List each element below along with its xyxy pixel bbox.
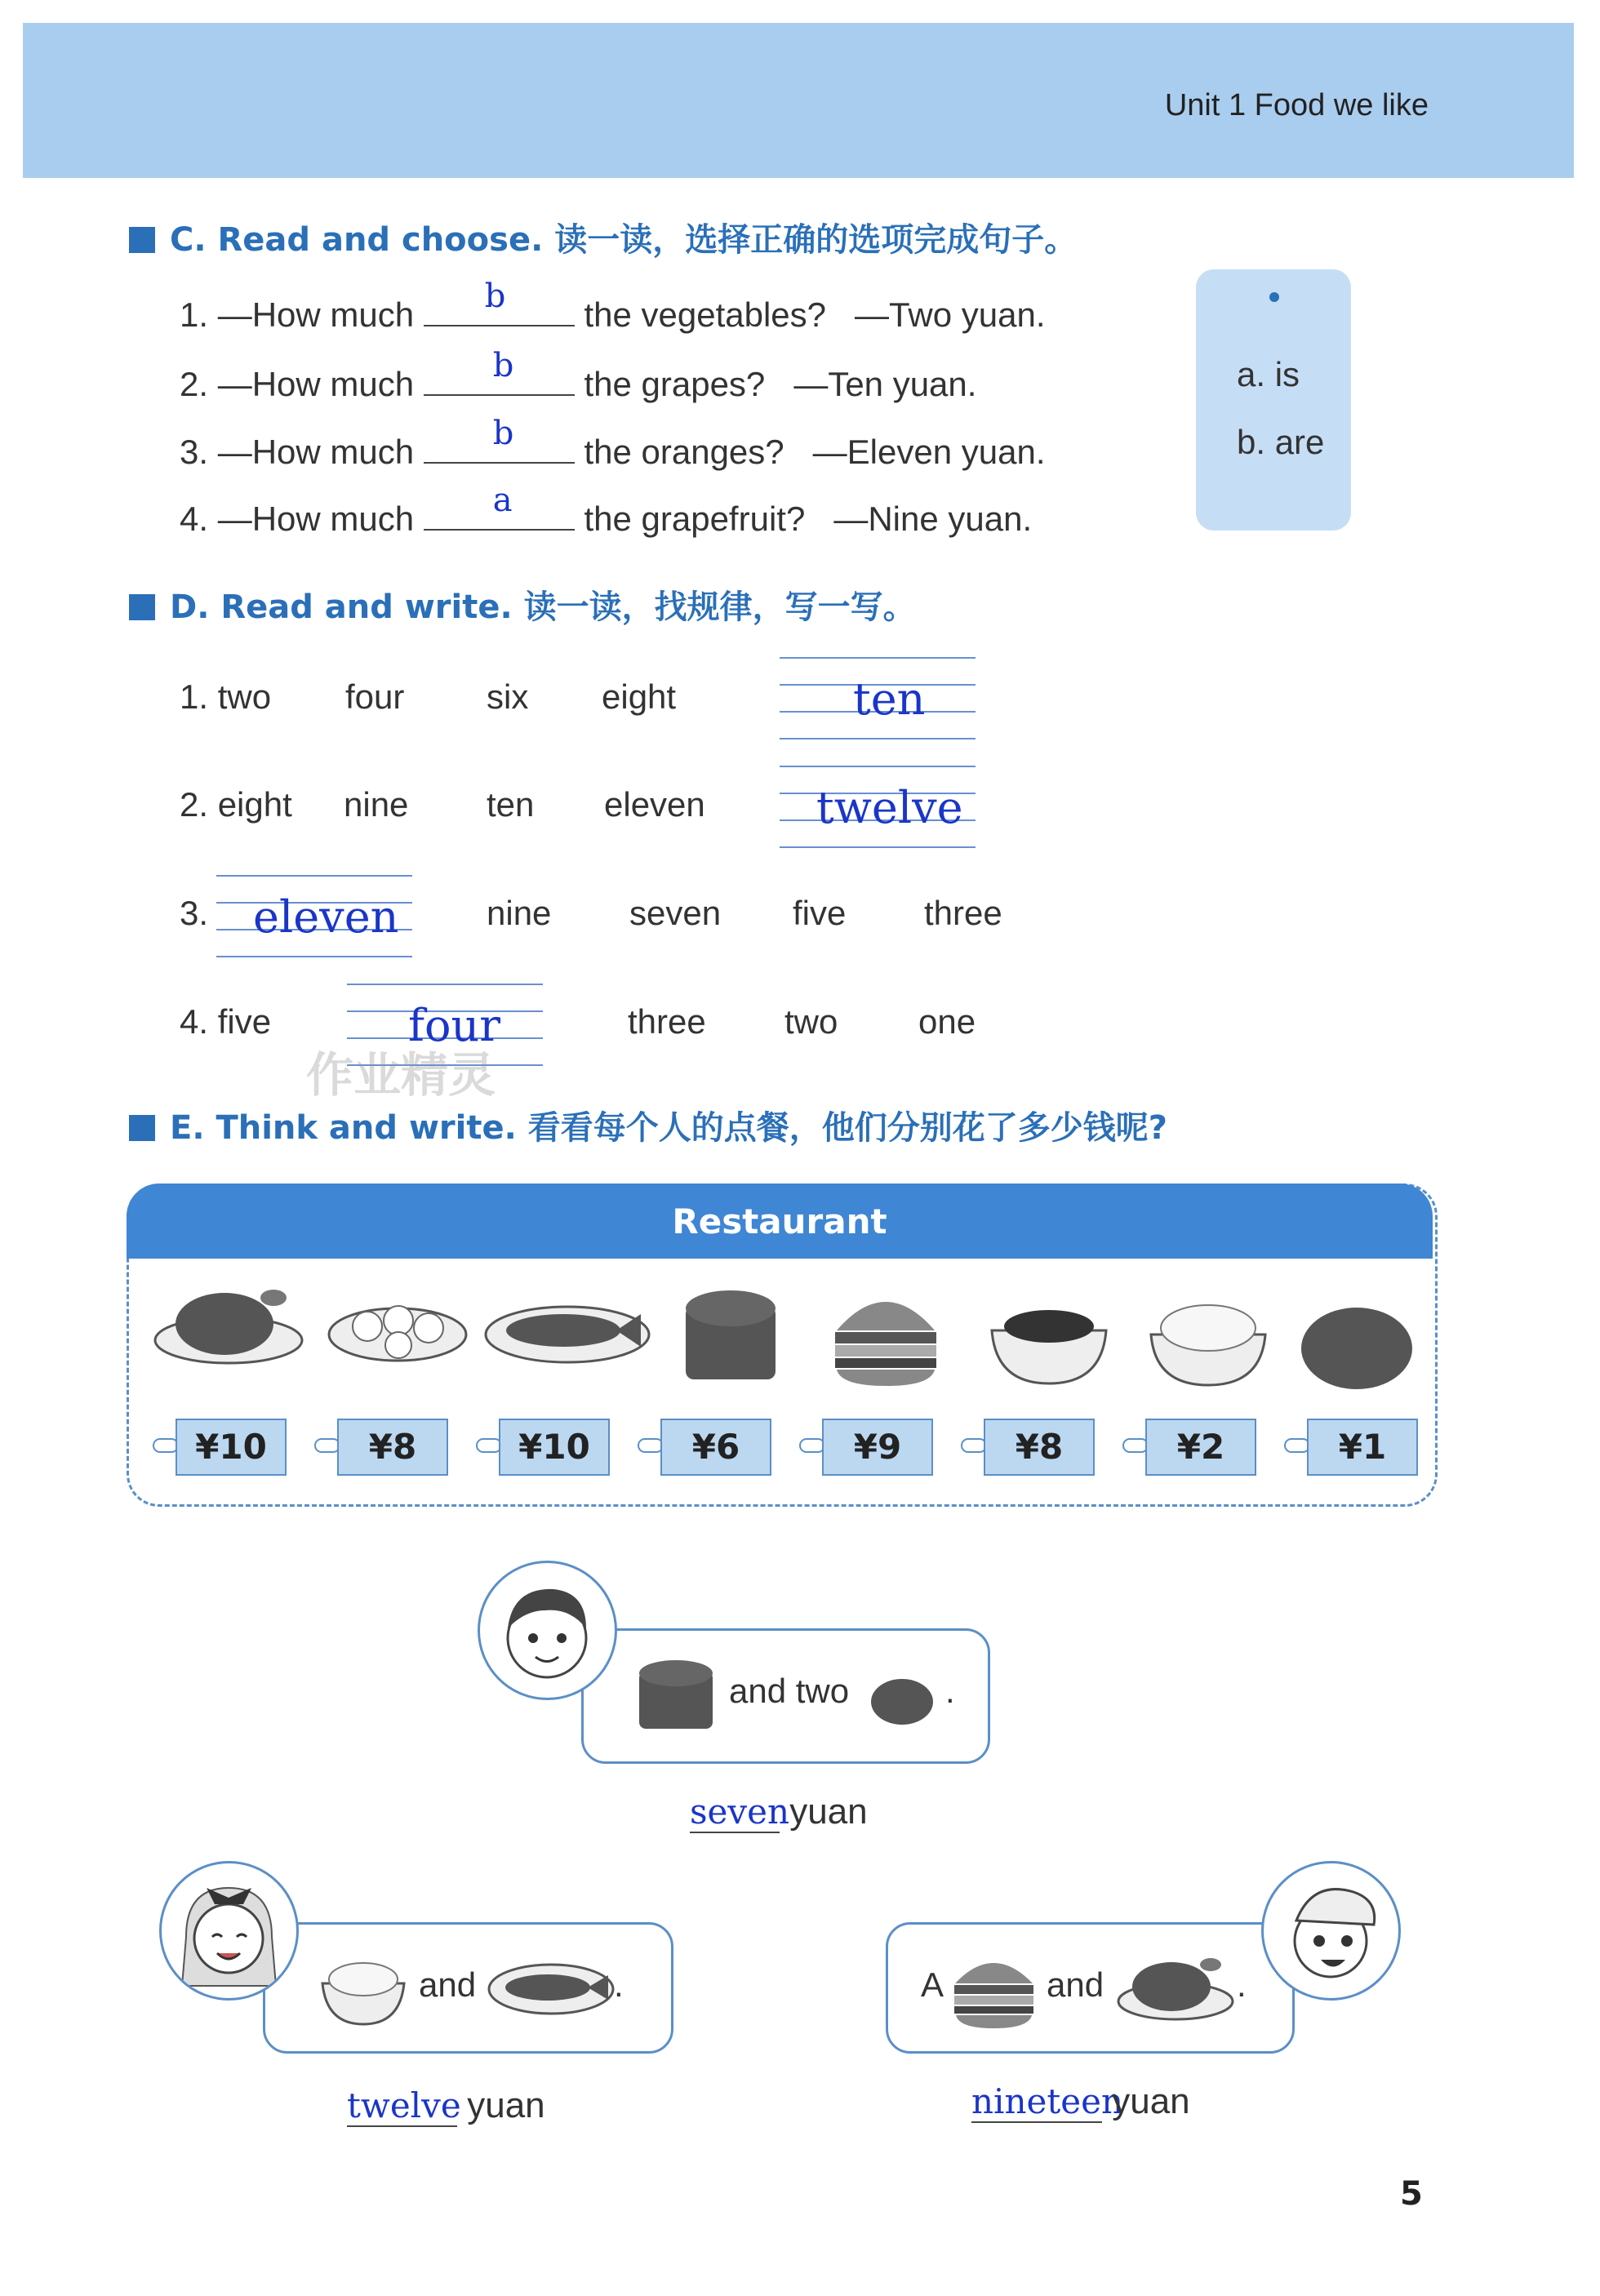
price-tag: ¥10: [499, 1419, 610, 1476]
boy-cap-avatar: [1261, 1861, 1401, 2001]
egg-icon: [1298, 1306, 1416, 1392]
price-tag: ¥10: [176, 1419, 287, 1476]
pattern-word: four: [345, 677, 405, 716]
pattern-word: ten: [487, 785, 535, 824]
writing-lines[interactable]: [216, 875, 412, 997]
pattern-word: three: [628, 1002, 706, 1041]
answer-blank[interactable]: [424, 278, 575, 326]
bread-icon: [635, 1657, 717, 1730]
pattern-word: eight: [602, 677, 677, 716]
price-tag: ¥9: [822, 1419, 933, 1476]
order-1-total: [690, 1792, 868, 1833]
section-d-title-text: D. Read and write. 读一读，找规律，写一写。: [170, 588, 916, 626]
pattern-word: one: [918, 1002, 976, 1041]
wave-edge: [23, 153, 1574, 186]
handwritten-answer: b: [492, 347, 514, 384]
option-a: a. is: [1237, 355, 1300, 393]
fish-icon: [482, 1290, 653, 1371]
egg-icon: [869, 1677, 935, 1726]
order-3-total: [971, 2081, 1190, 2123]
pattern-word: nine: [487, 894, 552, 932]
pattern-word: nine: [344, 785, 409, 824]
handwritten-answer: four: [408, 1000, 501, 1051]
hamburger-icon: [951, 1947, 1037, 2028]
boy-cap-face-icon: [1264, 1863, 1398, 1998]
handwritten-answer: ten: [853, 673, 926, 725]
order-1-period: .: [945, 1672, 955, 1710]
boy-face-icon: [480, 1563, 615, 1698]
section-d-title: [129, 581, 916, 628]
restaurant-title: Restaurant: [672, 1201, 887, 1241]
pattern-word: five: [793, 894, 847, 932]
pattern-row-3: 3.: [180, 894, 209, 932]
handwritten-answer: a: [492, 482, 513, 519]
pattern-row-1: 1. two: [180, 677, 272, 716]
section-marker-icon: [129, 1115, 155, 1141]
page-number: 5: [1400, 2175, 1423, 2213]
unit-title: Unit 1 Food we like: [1164, 88, 1429, 122]
option-b: b. are: [1237, 423, 1325, 461]
order-2-text: and: [419, 1965, 477, 2004]
price-tag: ¥1: [1307, 1419, 1418, 1476]
answer-blank[interactable]: [424, 415, 575, 464]
watermark-text: 作业精灵: [306, 1047, 496, 1103]
section-e-title: [129, 1102, 1167, 1148]
section-marker-icon: [129, 594, 155, 620]
question-c4: 4. —How much a the grapefruit? —Nine yuan.: [180, 482, 1033, 538]
bread-icon: [678, 1286, 784, 1383]
order-3-article: A: [921, 1965, 944, 2004]
pattern-word: eleven: [604, 785, 705, 824]
order-2-period: .: [614, 1965, 624, 2004]
order-3-text: and: [1047, 1965, 1104, 2004]
fish-icon: [486, 1955, 616, 2020]
writing-lines[interactable]: [780, 657, 976, 779]
dumplings-icon: [327, 1281, 469, 1371]
hamburger-icon: [829, 1281, 943, 1388]
handwritten-answer: b: [492, 415, 514, 452]
yuan-label: yuan: [789, 1792, 868, 1832]
order-2-total: [347, 2085, 545, 2127]
handwritten-answer[interactable]: seven: [690, 1792, 790, 1832]
roast-chicken-icon: [151, 1273, 306, 1371]
handwritten-answer: eleven: [253, 891, 399, 943]
question-c1: 1. —How much b the vegetables? —Two yuan.: [180, 278, 1046, 334]
question-c2: 2. —How much b the grapes? —Ten yuan.: [180, 347, 977, 403]
handwritten-answer[interactable]: twelve: [347, 2085, 461, 2125]
handwritten-answer: twelve: [816, 782, 963, 833]
section-marker-icon: [129, 227, 155, 253]
handwritten-answer: b: [484, 278, 506, 315]
pattern-row-4: 4. five: [180, 1002, 272, 1041]
boy-avatar: [478, 1561, 617, 1700]
pattern-word: six: [487, 677, 529, 716]
roast-chicken-icon: [1114, 1944, 1237, 2026]
tag-hole-icon: [1269, 292, 1279, 302]
pattern-word: two: [784, 1002, 838, 1041]
section-e-title-text: E. Think and write. 看看每个人的点餐，他们分别花了多少钱呢?: [170, 1109, 1167, 1147]
noodles-icon: [988, 1281, 1110, 1388]
pattern-word: seven: [629, 894, 722, 932]
writing-lines[interactable]: [780, 766, 976, 888]
answer-blank[interactable]: [424, 347, 575, 396]
girl-avatar: [159, 1861, 299, 2001]
price-tag: ¥6: [660, 1419, 771, 1476]
pattern-word: three: [924, 894, 1002, 932]
order-3-period: .: [1237, 1965, 1247, 2004]
yuan-label: yuan: [1112, 2081, 1190, 2121]
yuan-label: yuan: [467, 2085, 545, 2125]
order-1-text: and two: [729, 1672, 850, 1710]
price-tag: ¥2: [1145, 1419, 1256, 1476]
rice-icon: [1147, 1286, 1269, 1388]
section-c-title: [129, 214, 1077, 260]
girl-face-icon: [162, 1863, 296, 1998]
options-tag: [1196, 269, 1351, 531]
rice-icon: [318, 1947, 408, 2028]
answer-blank[interactable]: [424, 482, 575, 531]
question-c3: 3. —How much b the oranges? —Eleven yuan.: [180, 415, 1046, 471]
section-c-title-text: C. Read and choose. 读一读，选择正确的选项完成句子。: [170, 221, 1078, 259]
price-tag: ¥8: [337, 1419, 448, 1476]
price-tag: ¥8: [984, 1419, 1095, 1476]
pattern-row-2: 2. eight: [180, 785, 292, 824]
handwritten-answer[interactable]: nineteen: [971, 2081, 1124, 2121]
